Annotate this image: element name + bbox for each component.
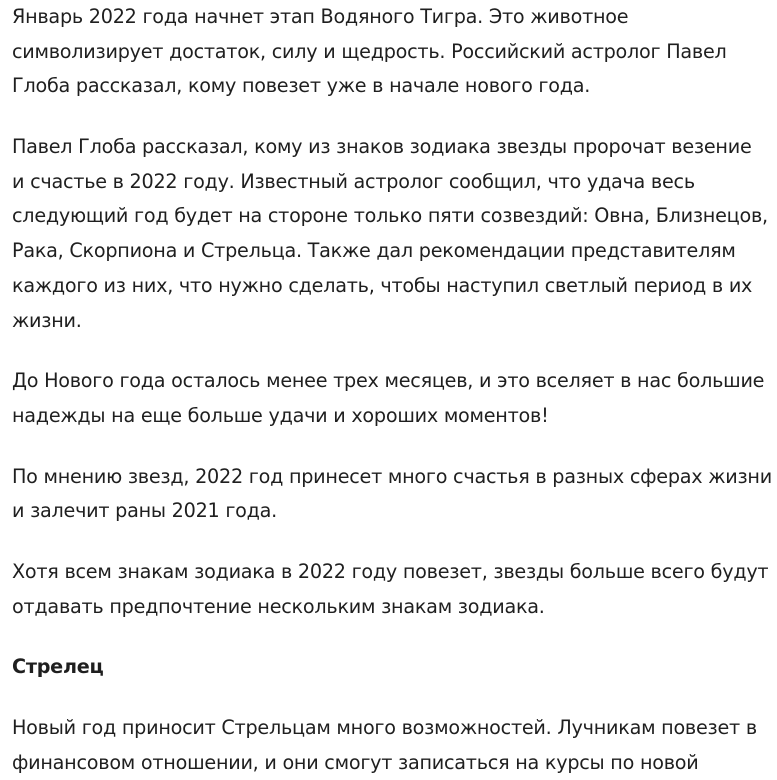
text-line: Глоба рассказал, кому повезет уже в начале нового года. [12, 74, 591, 98]
text-line: По мнению звезд, 2022 год принесет много счастья в разных сферах жизни [12, 464, 772, 488]
text-line: каждого из них, что нужно сделать, чтобы наступил светлый период в их [12, 273, 753, 297]
text-line: Новый год приносит Стрельцам много возможностей. Лучникам повезет в [12, 716, 757, 739]
text-line: Хотя всем знакам зодиака в 2022 году повезет, звезды больше всего будут [12, 559, 769, 583]
heading-text: Стрелец [12, 655, 104, 679]
paragraph-stars-opinion [12, 460, 777, 529]
text-line: Павел Глоба рассказал, кому из знаков зодиака звезды пророчат везение [12, 135, 752, 159]
paragraph-intro [12, 0, 777, 104]
text-line: Рака, Скорпиона и Стрельца. Также дал рекомендации представителям [12, 239, 736, 263]
text-line: и залечит раны 2021 года. [12, 499, 278, 523]
text-line: финансовом отношении, и они смогут записаться на курсы по новой [12, 750, 699, 774]
text-line: следующий год будет на стороне только пяти созвездий: Овна, Близнецов, [12, 204, 768, 228]
text-line: надежды на еще больше удачи и хороших моментов! [12, 403, 549, 427]
text-line: жизни. [12, 308, 82, 332]
paragraph-forecast [12, 130, 777, 338]
text-line: символизирует достаток, силу и щедрость. Российский астролог Павел [12, 39, 727, 63]
article-body [12, 0, 777, 780]
text-line: отдавать предпочтение нескольким знакам зодиака. [12, 594, 545, 618]
section-heading [12, 650, 777, 685]
text-line: Январь 2022 года начнет этап Водяного Тигра. Это животное [12, 5, 629, 28]
paragraph-zodiac-preference [12, 555, 777, 624]
paragraph-new-year [12, 364, 777, 433]
text-line: До Нового года осталось менее трех месяцев, и это вселяет в нас большие [12, 369, 765, 393]
text-line: и счастье в 2022 году. Известный астролог сообщил, что удача весь [12, 169, 695, 193]
paragraph-sagittarius [12, 711, 777, 780]
